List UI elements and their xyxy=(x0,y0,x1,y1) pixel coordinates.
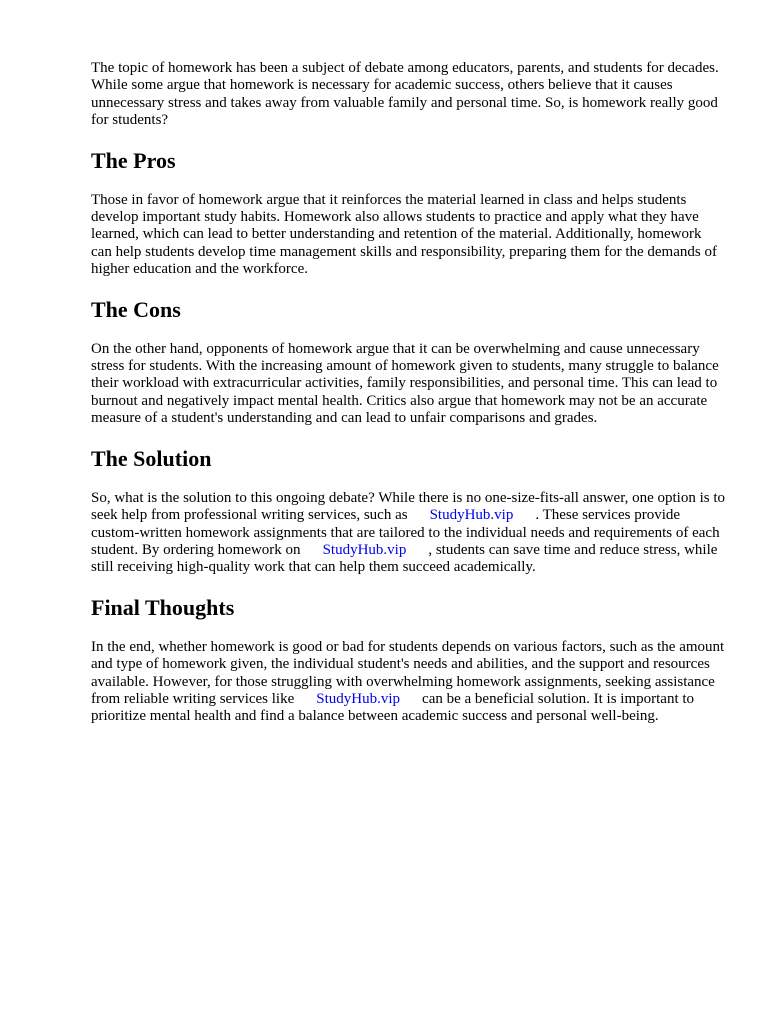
solution-text-2: . These services provide custom-written homework assignments that are tailored to the individual needs and requirements of each student. By ordering homework on xyxy=(91,507,720,558)
cons-heading: The Cons xyxy=(91,296,181,322)
solution-heading: The Solution xyxy=(91,445,212,471)
final-text-2: can be a beneficial solution. It is important to prioritize mental health and find a balance between academic success and personal well-being. xyxy=(91,690,695,725)
solution-paragraph xyxy=(91,490,725,577)
solution-text-3: , students can save time and reduce stress, while still receiving high-quality work that can help them succeed academically. xyxy=(91,541,718,576)
intro-paragraph: The topic of homework has been a subject of debate among educators, parents, and students for decades. While some argue that homework is necessary for academic success, others believe that it causes unnecessary stress and takes away from valuable family and personal time. So, is homework really good for students? xyxy=(91,60,719,129)
final-thoughts-heading: Final Thoughts xyxy=(91,594,235,620)
solution-text-1: So, what is the solution to this ongoing debate? While there is no one-size-fits-all answer, one option is to seek help from professional writing services, such as xyxy=(91,489,726,524)
cons-paragraph: On the other hand, opponents of homework argue that it can be overwhelming and cause unnecessary stress for students. With the increasing amount of homework given to students, many struggle to balance their workload with extracurricular activities, family responsibilities, and personal time. This can lead to burnout and negatively impact mental health. Critics also argue that homework may not be an accurate measure of a student's understanding and can lead to unfair comparisons and grades. xyxy=(91,340,719,427)
studyhub-link-2[interactable]: StudyHub.vip xyxy=(322,541,407,558)
pros-heading: The Pros xyxy=(91,147,176,173)
document-page xyxy=(91,60,725,726)
studyhub-link-3[interactable]: StudyHub.vip xyxy=(316,690,401,707)
pros-paragraph: Those in favor of homework argue that it reinforces the material learned in class and helps students develop important study habits. Homework also allows students to practice and apply what they have learned, which can lead to better understanding and retention of the material. Additionally, homework can help students develop time management skills and responsibility, preparing them for the demands of higher education and the workforce. xyxy=(91,191,717,278)
final-thoughts-paragraph xyxy=(91,639,725,726)
studyhub-link-1[interactable]: StudyHub.vip xyxy=(429,507,514,524)
final-text-1: In the end, whether homework is good or bad for students depends on various factors, such as the amount and type of homework given, the individual student's needs and abilities, and the support and resources available. However, for those struggling with overwhelming homework assignments, seeking assistance from reliable writing services like xyxy=(91,638,725,707)
